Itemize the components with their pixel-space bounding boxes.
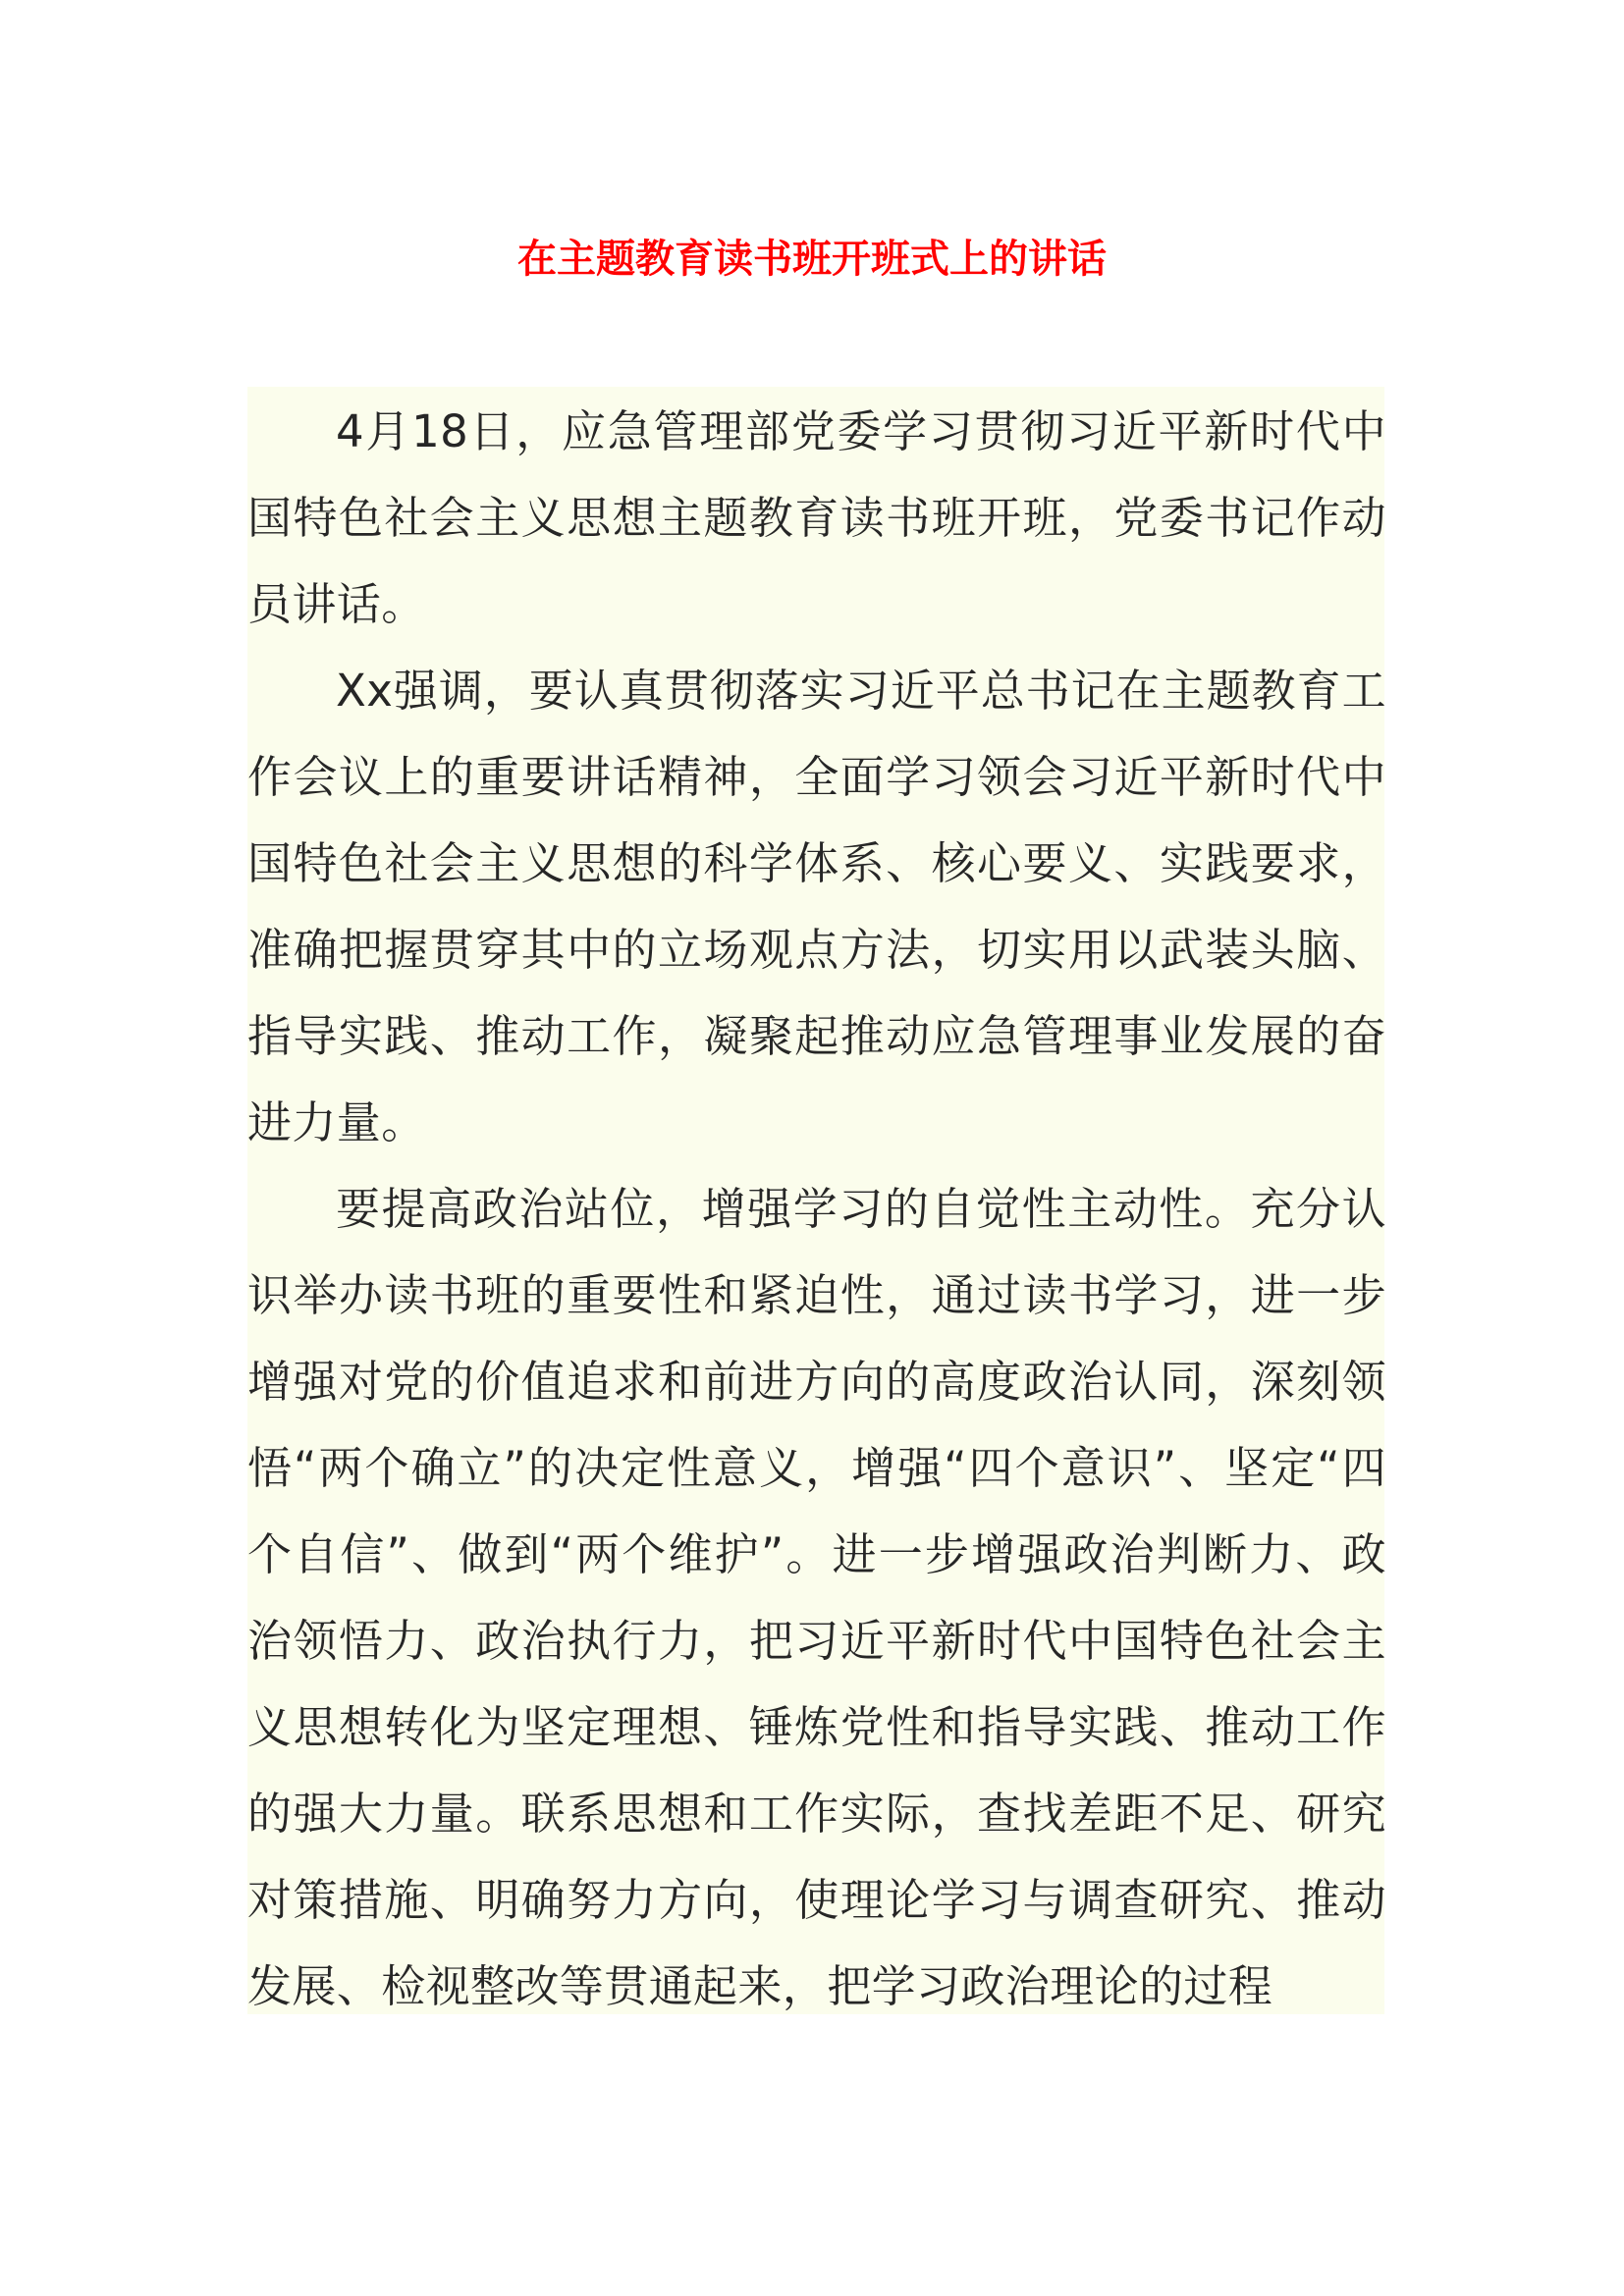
paragraph-1: 4月18日，应急管理部党委学习贯彻习近平新时代中国特色社会主义思想主题教育读书班开班，党委书记作动员讲话。 [247,405,1386,630]
paragraph-2: Xx强调，要认真贯彻落实习近平总书记在主题教育工作会议上的重要讲话精神，全面学习领会习近平新时代中国特色社会主义思想的科学体系、核心要义、实践要求，准确把握贯穿其中的立场观点方法，切实用以武装头脑、指导实践、推动工作，凝聚起推动应急管理事业发展的奋进力量。 [247,665,1386,1148]
document-title: 在主题教育读书班开班式上的讲话 [517,237,1107,282]
paragraph-3: 要提高政治站位，增强学习的自觉性主动性。充分认识举办读书班的重要性和紧迫性，通过读书学习，进一步增强对党的价值追求和前进方向的高度政治认同，深刻领悟“两个确立”的决定性意义，增强“四个意识”、坚定“四个自信”、做到“两个维护”。进一步增强政治判断力、政治领悟力、政治执行力，把习近平新时代中国特色社会主义思想转化为坚定理想、锤炼党性和指导实践、推动工作的强大力量。联系思想和工作实际，查找差距不足、研究对策措施、明确努力方向，使理论学习与调查研究、推动发展、检视整改等贯通起来，把学习政治理论的过程 [247,1183,1386,2012]
